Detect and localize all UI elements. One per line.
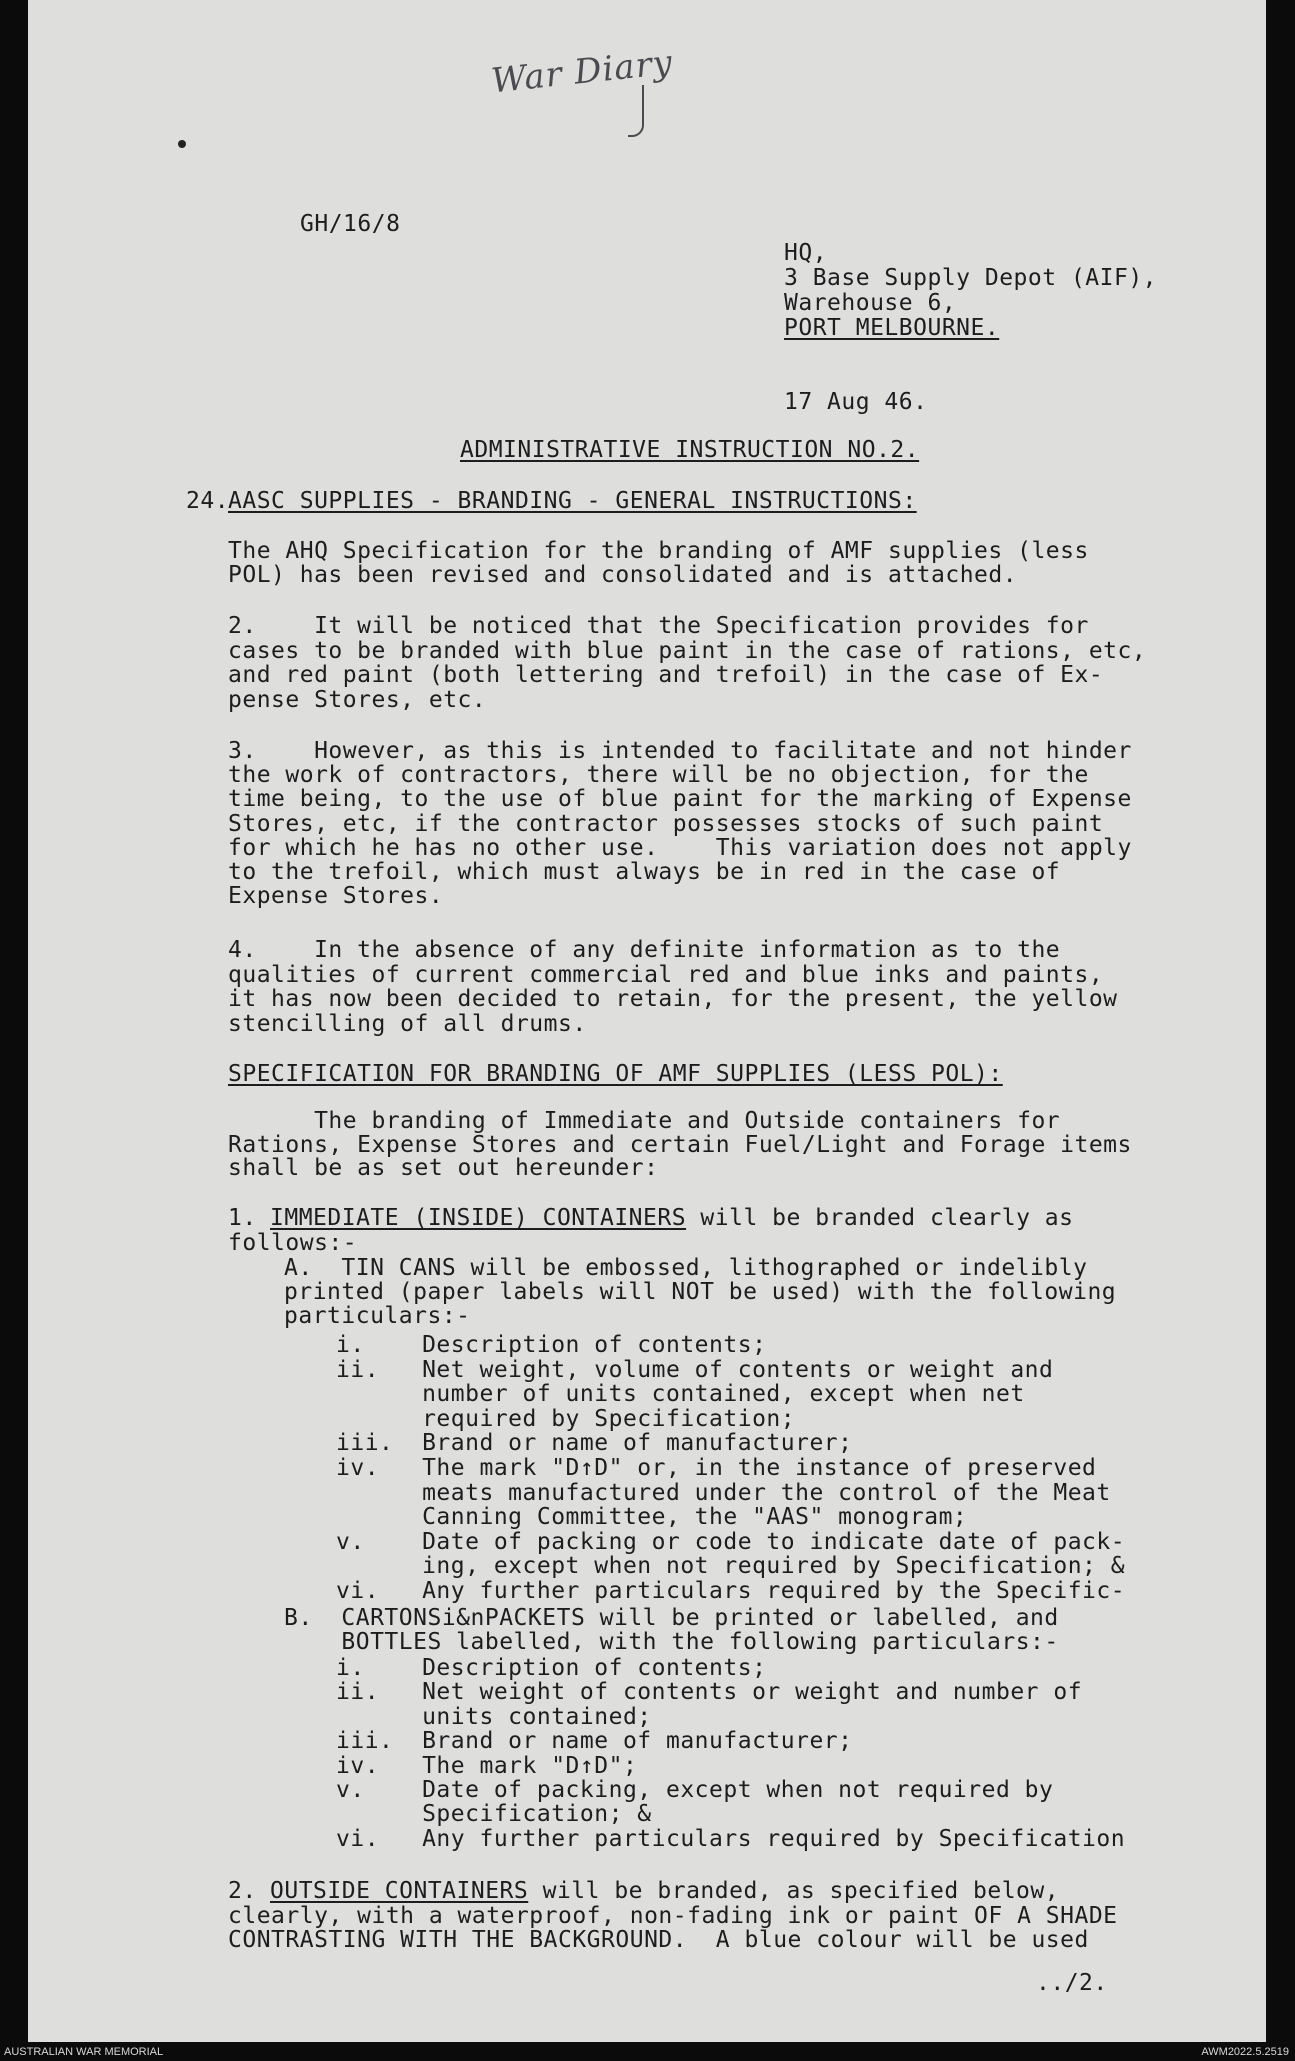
- footer-institution: AUSTRALIAN WAR MEMORIAL: [4, 2046, 164, 2058]
- footer-accession-number: AWM2022.5.2519: [1201, 2046, 1289, 2058]
- file-reference: GH/16/8: [300, 211, 401, 237]
- text-line: iv. The mark "D↑D" or, in the instance of preserved: [336, 1455, 1097, 1481]
- text-line: units contained;: [336, 1704, 652, 1730]
- text-line: vi. Any further particulars required by Specification: [336, 1826, 1126, 1852]
- text-line: ii. Net weight, volume of contents or weight and: [336, 1357, 1054, 1383]
- text-line: time being, to the use of blue paint for the marking of Expense: [228, 786, 1132, 812]
- text-line: the work of contractors, there will be no objection, for the: [228, 762, 1089, 788]
- text-line: vi. Any further particulars required by the Specific-: [336, 1578, 1126, 1604]
- text-line: POL) has been revised and consolidated and is attached.: [228, 562, 1018, 588]
- address-line-1: HQ,: [784, 240, 828, 266]
- text-line: pense Stores, etc.: [228, 687, 487, 713]
- address-line-4: PORT MELBOURNE.: [784, 315, 1000, 341]
- text-line: stencilling of all drums.: [228, 1011, 587, 1037]
- text-line: BOTTLES labelled, with the following particulars:-: [284, 1629, 1059, 1655]
- text-line: v. Date of packing, except when not required by: [336, 1777, 1054, 1803]
- text-line: Specification; &: [336, 1801, 652, 1827]
- page-continuation: ../2.: [1036, 1970, 1108, 1996]
- text-line: cases to be branded with blue paint in the case of rations, etc,: [228, 638, 1147, 664]
- text-line: meats manufactured under the control of the Meat: [336, 1480, 1111, 1506]
- text-line: 4. In the absence of any definite information as to the: [228, 937, 1061, 963]
- text-line: The branding of Immediate and Outside containers for: [228, 1108, 1061, 1134]
- document-title: ADMINISTRATIVE INSTRUCTION NO.2.: [460, 437, 920, 463]
- text-line: ii. Net weight of contents or weight and number of: [336, 1679, 1083, 1705]
- text-line: 2. It will be noticed that the Specification provides for: [228, 613, 1089, 639]
- text-line: and red paint (both lettering and trefoil) in the case of Ex-: [228, 662, 1104, 688]
- text-line: 3. However, as this is intended to facilitate and not hinder: [228, 738, 1132, 764]
- document-page: [28, 0, 1266, 2042]
- item-1-text: will be branded clearly as: [686, 1205, 1074, 1231]
- document-date: 17 Aug 46.: [784, 389, 928, 415]
- text-line: printed (paper labels will NOT be used) with the following: [284, 1279, 1117, 1305]
- item-1-heading: IMMEDIATE (INSIDE) CONTAINERS: [270, 1205, 687, 1231]
- text-line: Canning Committee, the "AAS" monogram;: [336, 1504, 968, 1530]
- text-line: ing, except when not required by Specification; &: [336, 1553, 1126, 1579]
- text-line: The AHQ Specification for the branding of AMF supplies (less: [228, 538, 1089, 564]
- ink-mark: [178, 140, 186, 148]
- handwritten-annotation: War Diary: [489, 42, 675, 102]
- text-line: required by Specification;: [336, 1406, 796, 1432]
- text-line: qualities of current commercial red and blue inks and paints,: [228, 962, 1104, 988]
- text-line: v. Date of packing or code to indicate date of pack-: [336, 1529, 1126, 1555]
- address-line-3: Warehouse 6,: [784, 290, 957, 316]
- item-2-heading-line: [270, 1879, 1059, 1903]
- text-line: Rations, Expense Stores and certain Fuel/Light and Forage items: [228, 1132, 1132, 1158]
- text-line: A. TIN CANS will be embossed, lithographed or indelibly: [284, 1255, 1088, 1281]
- text-line: iv. The mark "D↑D";: [336, 1753, 638, 1779]
- text-line: i. Description of contents;: [336, 1332, 767, 1358]
- text-line: Stores, etc, if the contractor possesses stocks of such paint: [228, 811, 1104, 837]
- text-line: CONTRASTING WITH THE BACKGROUND. A blue colour will be used: [228, 1927, 1089, 1953]
- item-1-number: 1.: [228, 1205, 257, 1231]
- text-line: particulars:-: [284, 1303, 471, 1329]
- item-2-number: 2.: [228, 1878, 257, 1904]
- handwritten-stroke: [628, 85, 644, 137]
- footer-bar: [0, 2044, 1295, 2061]
- text-line: number of units contained, except when net: [336, 1381, 1025, 1407]
- text-line: shall be as set out hereunder:: [228, 1155, 659, 1181]
- item-2-heading: OUTSIDE CONTAINERS: [270, 1878, 529, 1904]
- text-line: i. Description of contents;: [336, 1655, 767, 1681]
- text-line: it has now been decided to retain, for the present, the yellow: [228, 986, 1118, 1012]
- section-number: 24.: [186, 488, 230, 514]
- text-line: clearly, with a waterproof, non-fading ink or paint OF A SHADE: [228, 1903, 1118, 1929]
- item-1-heading-line: [270, 1206, 1073, 1230]
- text-line: to the trefoil, which must always be in red in the case of: [228, 859, 1061, 885]
- address-line-2: 3 Base Supply Depot (AIF),: [784, 265, 1158, 291]
- text-line: B. CARTONSi&nPACKETS will be printed or labelled, and: [284, 1605, 1059, 1631]
- text-line: Expense Stores.: [228, 883, 444, 909]
- section-heading: AASC SUPPLIES - BRANDING - GENERAL INSTRUCTIONS:: [228, 488, 917, 514]
- specification-heading: SPECIFICATION FOR BRANDING OF AMF SUPPLIES (LESS POL):: [228, 1061, 1003, 1087]
- item-1-line-2: follows:-: [228, 1230, 358, 1256]
- text-line: for which he has no other use. This variation does not apply: [228, 835, 1132, 861]
- text-line: iii. Brand or name of manufacturer;: [336, 1430, 853, 1456]
- text-line: iii. Brand or name of manufacturer;: [336, 1728, 853, 1754]
- item-2-text: will be branded, as specified below,: [528, 1878, 1060, 1904]
